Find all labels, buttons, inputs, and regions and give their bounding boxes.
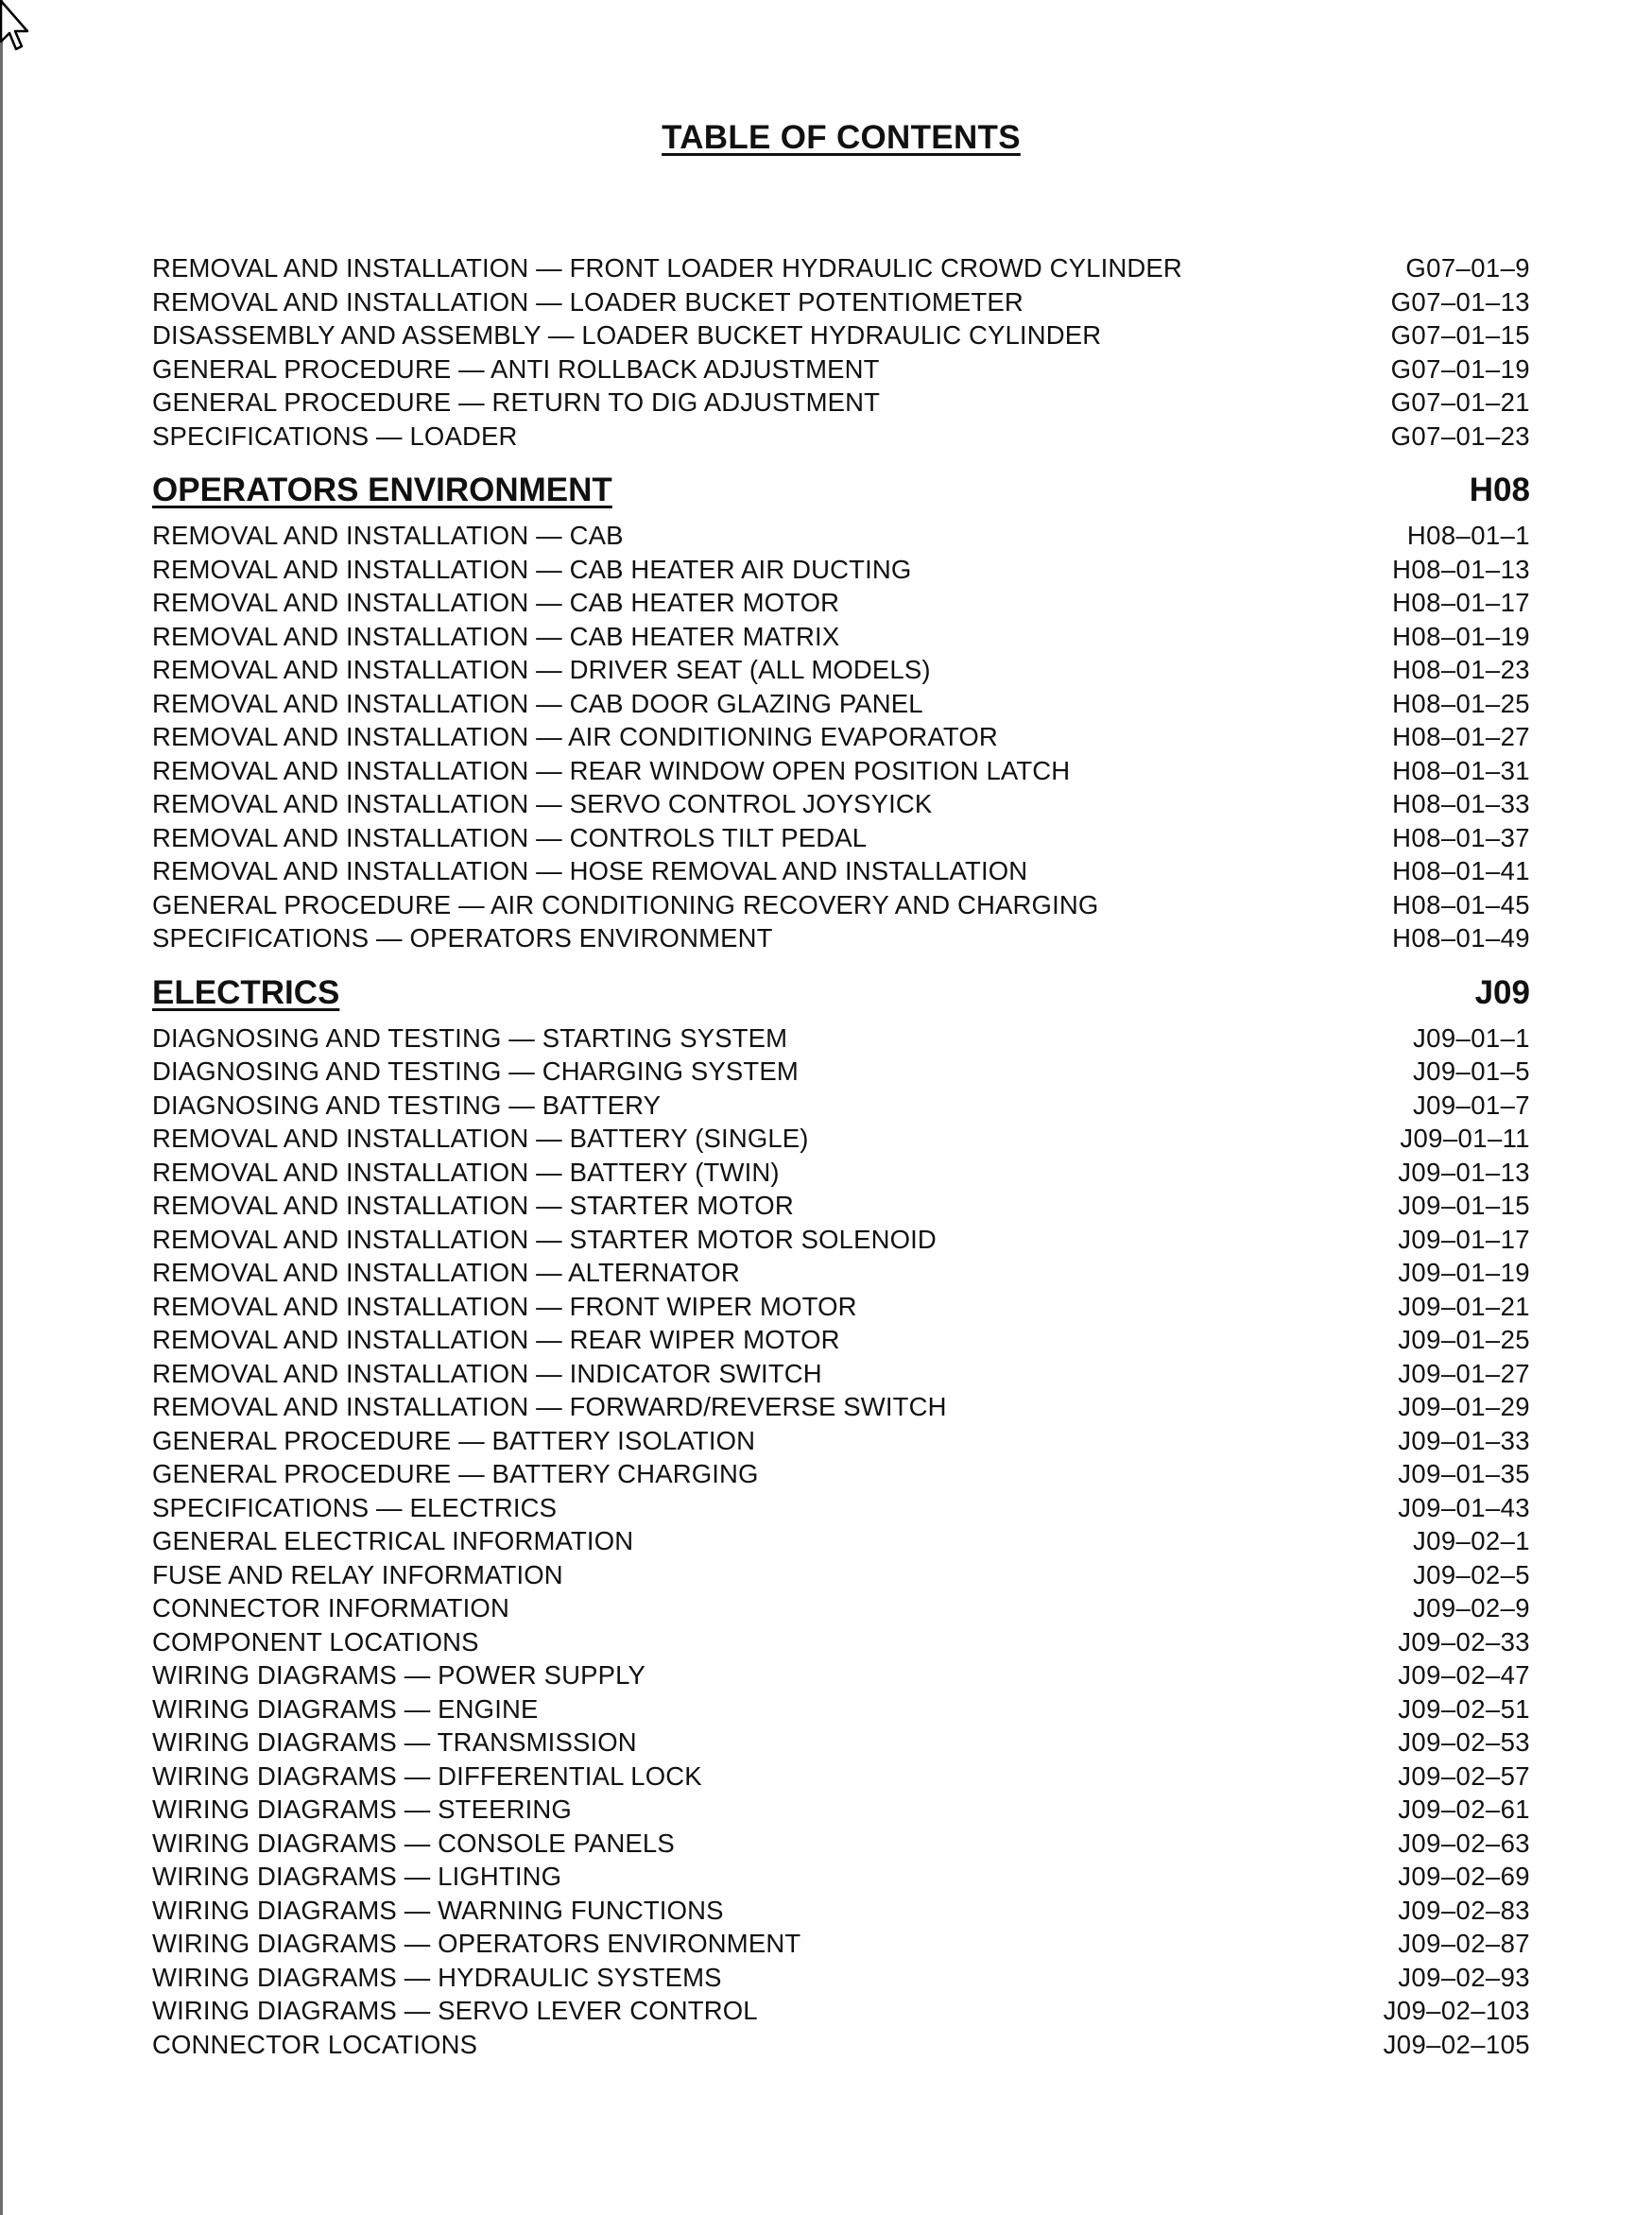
toc-entry[interactable] <box>152 1256 1530 1290</box>
toc-entry-page: H08–01–1 <box>1406 521 1530 550</box>
toc-entry-title: REMOVAL AND INSTALLATION — AIR CONDITIONING EVAPORATOR <box>152 722 998 751</box>
toc-entry-title: SPECIFICATIONS — OPERATORS ENVIRONMENT <box>152 923 773 953</box>
toc-entry-title: WIRING DIAGRAMS — WARNING FUNCTIONS <box>152 1895 724 1925</box>
toc-entry[interactable] <box>152 1022 1530 1056</box>
toc-entry-page: H08–01–31 <box>1392 755 1530 785</box>
toc-entry-page: J09–01–33 <box>1398 1425 1530 1455</box>
toc-entry-page: J09–02–53 <box>1398 1727 1530 1757</box>
toc-entry[interactable] <box>152 687 1530 721</box>
toc-entry-page: J09–02–93 <box>1398 1962 1530 1992</box>
toc-entry-page: H08–01–27 <box>1392 722 1530 751</box>
toc-entry-page: J09–01–1 <box>1412 1022 1530 1053</box>
toc-entry-page: J09–01–35 <box>1398 1459 1530 1488</box>
mouse-pointer-icon <box>0 0 32 57</box>
toc-entry-title: REMOVAL AND INSTALLATION — CAB HEATER MATRIX <box>152 621 840 651</box>
toc-entry-title: REMOVAL AND INSTALLATION — REAR WINDOW OPEN POSITION LATCH <box>152 755 1071 785</box>
toc-entry[interactable] <box>152 553 1530 587</box>
toc-entry-title: REMOVAL AND INSTALLATION — STARTER MOTOR <box>152 1191 794 1220</box>
toc-entry-title: GENERAL PROCEDURE — RETURN TO DIG ADJUSTMENT <box>152 387 881 417</box>
toc-entry-title: REMOVAL AND INSTALLATION — FORWARD/REVERSE SWITCH <box>152 1392 947 1421</box>
toc-entry-page: J09–01–17 <box>1398 1224 1530 1254</box>
toc-entry-page: H08–01–33 <box>1392 789 1530 818</box>
toc-entry-title: WIRING DIAGRAMS — LIGHTING <box>152 1862 562 1891</box>
toc-entry-page: J09–02–105 <box>1383 2029 1530 2059</box>
toc-entry-title: GENERAL PROCEDURE — BATTERY ISOLATION <box>152 1425 756 1455</box>
toc-entry-title: REMOVAL AND INSTALLATION — CAB DOOR GLAZING PANEL <box>152 688 923 718</box>
toc-entry-title: REMOVAL AND INSTALLATION — DRIVER SEAT (ALL MODELS) <box>152 655 931 684</box>
section-heading <box>152 970 1530 1012</box>
toc-entry-page: H08–01–25 <box>1392 688 1530 718</box>
toc-entry-title: SPECIFICATIONS — ELECTRICS <box>152 1492 558 1522</box>
toc-entry[interactable] <box>152 1927 1530 1961</box>
toc-entry-page: J09–02–51 <box>1398 1693 1530 1724</box>
toc-entry[interactable] <box>152 1692 1530 1726</box>
toc-entry-title: WIRING DIAGRAMS — OPERATORS ENVIRONMENT <box>152 1929 801 1958</box>
toc-entry[interactable] <box>152 1894 1530 1928</box>
toc-entry[interactable] <box>152 1122 1530 1156</box>
toc-entry-title: WIRING DIAGRAMS — SERVO LEVER CONTROL <box>152 1996 758 2025</box>
toc-entry[interactable] <box>152 1827 1530 1861</box>
toc-entry-page: J09–02–9 <box>1412 1593 1530 1623</box>
toc-entry-page: J09–02–5 <box>1412 1559 1530 1589</box>
toc-entry-title: REMOVAL AND INSTALLATION — SERVO CONTROL JOYSYICK <box>152 789 933 818</box>
toc-entry-page: G07–01–21 <box>1390 387 1530 417</box>
toc-entry-title: REMOVAL AND INSTALLATION — CAB <box>152 521 624 550</box>
toc-entry-title: GENERAL PROCEDURE — BATTERY CHARGING <box>152 1459 759 1488</box>
toc-entry-page: J09–02–69 <box>1398 1862 1530 1891</box>
toc-entry-title: REMOVAL AND INSTALLATION — LOADER BUCKET POTENTIOMETER <box>152 286 1024 317</box>
window-left-border <box>0 0 3 2215</box>
toc-entry-title: FUSE AND RELAY INFORMATION <box>152 1559 563 1589</box>
toc-entry[interactable] <box>152 1961 1530 1995</box>
toc-entry-page: G07–01–15 <box>1390 320 1530 350</box>
toc-entry-title: WIRING DIAGRAMS — HYDRAULIC SYSTEMS <box>152 1962 722 1992</box>
toc-entry[interactable] <box>152 251 1530 285</box>
toc-entry[interactable] <box>152 1524 1530 1558</box>
toc-entry[interactable] <box>152 586 1530 620</box>
toc-entry[interactable] <box>152 318 1530 352</box>
toc-entry-title: REMOVAL AND INSTALLATION — CAB HEATER MOTOR <box>152 588 840 617</box>
toc-entry-page: J09–01–29 <box>1398 1392 1530 1421</box>
toc-entry-page: J09–01–27 <box>1398 1358 1530 1388</box>
toc-entry[interactable] <box>152 1457 1530 1491</box>
toc-entry[interactable] <box>152 821 1530 855</box>
toc-entry-title: REMOVAL AND INSTALLATION — REAR WIPER MOTOR <box>152 1325 840 1354</box>
toc-entry-page: H08–01–37 <box>1392 822 1530 852</box>
toc-entry[interactable] <box>152 1390 1530 1424</box>
toc-entry-title: CONNECTOR LOCATIONS <box>152 2029 478 2059</box>
toc-entry-title: WIRING DIAGRAMS — DIFFERENTIAL LOCK <box>152 1760 702 1791</box>
toc-entry-page: J09–01–43 <box>1398 1492 1530 1522</box>
table-of-contents <box>152 251 1530 2061</box>
toc-entry[interactable] <box>152 1760 1530 1794</box>
toc-entry-page: H08–01–17 <box>1392 588 1530 617</box>
toc-entry[interactable] <box>152 1323 1530 1357</box>
toc-entry-page: J09–02–47 <box>1398 1660 1530 1690</box>
toc-entry[interactable] <box>152 1424 1530 1458</box>
toc-entry-title: GENERAL PROCEDURE — ANTI ROLLBACK ADJUSTMENT <box>152 353 880 384</box>
toc-entry-title: DIAGNOSING AND TESTING — CHARGING SYSTEM <box>152 1056 799 1086</box>
toc-entry-title: GENERAL ELECTRICAL INFORMATION <box>152 1526 634 1555</box>
toc-entry[interactable] <box>152 1558 1530 1592</box>
toc-entry-page: J09–02–33 <box>1398 1626 1530 1657</box>
toc-entry-page: H08–01–19 <box>1392 621 1530 651</box>
toc-entry-title: REMOVAL AND INSTALLATION — FRONT WIPER MOTOR <box>152 1291 857 1321</box>
toc-entry-title: REMOVAL AND INSTALLATION — INDICATOR SWITCH <box>152 1358 822 1388</box>
toc-entry[interactable] <box>152 854 1530 888</box>
toc-entry[interactable] <box>152 653 1530 687</box>
toc-entry[interactable] <box>152 720 1530 754</box>
toc-entry[interactable] <box>152 1290 1530 1324</box>
toc-entry-title: REMOVAL AND INSTALLATION — CONTROLS TILT PEDAL <box>152 822 868 852</box>
toc-entry-page: G07–01–13 <box>1390 286 1530 317</box>
toc-entry[interactable] <box>152 1658 1530 1692</box>
toc-entry[interactable] <box>152 1793 1530 1827</box>
toc-entry-page: H08–01–23 <box>1392 655 1530 684</box>
toc-entry[interactable] <box>152 787 1530 821</box>
toc-entry-page: J09–01–13 <box>1398 1157 1530 1187</box>
toc-entry-title: REMOVAL AND INSTALLATION — CAB HEATER AIR DUCTING <box>152 554 912 584</box>
toc-entry[interactable] <box>152 1491 1530 1525</box>
toc-entry-title: WIRING DIAGRAMS — STEERING <box>152 1794 572 1824</box>
toc-entry-title: WIRING DIAGRAMS — ENGINE <box>152 1693 539 1724</box>
toc-entry-page: J09–02–103 <box>1383 1996 1530 2025</box>
toc-entry-title: GENERAL PROCEDURE — AIR CONDITIONING RECOVERY AND CHARGING <box>152 889 1099 919</box>
toc-entry[interactable] <box>152 352 1530 386</box>
section-code: H08 <box>1469 472 1530 508</box>
toc-entry-title: WIRING DIAGRAMS — CONSOLE PANELS <box>152 1828 675 1858</box>
toc-entry[interactable] <box>152 754 1530 788</box>
page-title: TABLE OF CONTENTS <box>662 119 1021 156</box>
toc-entry-page: J09–02–63 <box>1398 1828 1530 1858</box>
toc-entry-page: J09–02–57 <box>1398 1760 1530 1791</box>
toc-entry[interactable] <box>152 420 1530 454</box>
toc-entry-page: J09–02–61 <box>1398 1794 1530 1824</box>
toc-entry-page: H08–01–49 <box>1392 923 1530 953</box>
toc-entry[interactable] <box>152 1994 1530 2028</box>
section-heading-label: ELECTRICS <box>152 973 340 1011</box>
toc-entry[interactable] <box>152 1223 1530 1257</box>
toc-entry-page: J09–01–11 <box>1400 1124 1530 1153</box>
toc-entry-page: J09–01–21 <box>1398 1291 1530 1321</box>
toc-entry[interactable] <box>152 1189 1530 1223</box>
section-code: J09 <box>1474 973 1530 1011</box>
toc-entry-title: REMOVAL AND INSTALLATION — ALTERNATOR <box>152 1258 740 1287</box>
toc-entry[interactable] <box>152 1357 1530 1391</box>
toc-entry-title: COMPONENT LOCATIONS <box>152 1626 479 1657</box>
toc-entry[interactable] <box>152 888 1530 922</box>
toc-entry[interactable] <box>152 519 1530 553</box>
toc-entry-title: REMOVAL AND INSTALLATION — BATTERY (SINGLE) <box>152 1124 809 1153</box>
toc-entry-title: REMOVAL AND INSTALLATION — FRONT LOADER HYDRAULIC CROWD CYLINDER <box>152 253 1182 283</box>
toc-entry-page: H08–01–41 <box>1392 856 1530 885</box>
toc-entry-page: G07–01–9 <box>1405 253 1530 283</box>
toc-entry[interactable] <box>152 1089 1530 1123</box>
toc-entry-title: WIRING DIAGRAMS — TRANSMISSION <box>152 1727 637 1757</box>
toc-entry-page: J09–01–25 <box>1398 1325 1530 1354</box>
toc-entry-page: J09–02–87 <box>1398 1929 1530 1958</box>
toc-entry-page: J09–01–19 <box>1398 1258 1530 1287</box>
toc-entry-title: REMOVAL AND INSTALLATION — STARTER MOTOR SOLENOID <box>152 1224 937 1254</box>
toc-entry-title: SPECIFICATIONS — LOADER <box>152 421 518 451</box>
toc-entry[interactable] <box>152 620 1530 654</box>
section-heading-label: OPERATORS ENVIRONMENT <box>152 472 612 508</box>
toc-entry[interactable] <box>152 1726 1530 1760</box>
toc-entry-page: J09–02–83 <box>1398 1895 1530 1925</box>
toc-entry-title: DIAGNOSING AND TESTING — STARTING SYSTEM <box>152 1022 788 1053</box>
toc-entry-page: J09–01–7 <box>1412 1090 1530 1120</box>
toc-entry[interactable] <box>152 1055 1530 1089</box>
toc-entry[interactable] <box>152 921 1530 955</box>
toc-entry-page: G07–01–23 <box>1390 421 1530 451</box>
toc-entry-page: H08–01–45 <box>1392 889 1530 919</box>
toc-entry-page: H08–01–13 <box>1392 554 1530 584</box>
toc-entry[interactable] <box>152 285 1530 319</box>
toc-entry-page: J09–01–15 <box>1398 1191 1530 1220</box>
toc-entry-title: DISASSEMBLY AND ASSEMBLY — LOADER BUCKET HYDRAULIC CYLINDER <box>152 320 1102 350</box>
toc-entry-title: DIAGNOSING AND TESTING — BATTERY <box>152 1090 662 1120</box>
toc-entry[interactable] <box>152 1625 1530 1659</box>
toc-entry[interactable] <box>152 1591 1530 1625</box>
toc-entry-title: REMOVAL AND INSTALLATION — HOSE REMOVAL AND INSTALLATION <box>152 856 1028 885</box>
toc-entry-title: REMOVAL AND INSTALLATION — BATTERY (TWIN) <box>152 1157 780 1187</box>
toc-entry-title: WIRING DIAGRAMS — POWER SUPPLY <box>152 1660 645 1690</box>
toc-entry-title: CONNECTOR INFORMATION <box>152 1593 509 1623</box>
toc-entry-page: J09–02–1 <box>1412 1526 1530 1555</box>
section-heading <box>152 468 1530 509</box>
toc-entry[interactable] <box>152 1156 1530 1190</box>
toc-entry-page: G07–01–19 <box>1390 353 1530 384</box>
toc-entry[interactable] <box>152 1860 1530 1894</box>
toc-entry-page: J09–01–5 <box>1412 1056 1530 1086</box>
toc-entry[interactable] <box>152 2028 1530 2062</box>
toc-entry[interactable] <box>152 386 1530 420</box>
